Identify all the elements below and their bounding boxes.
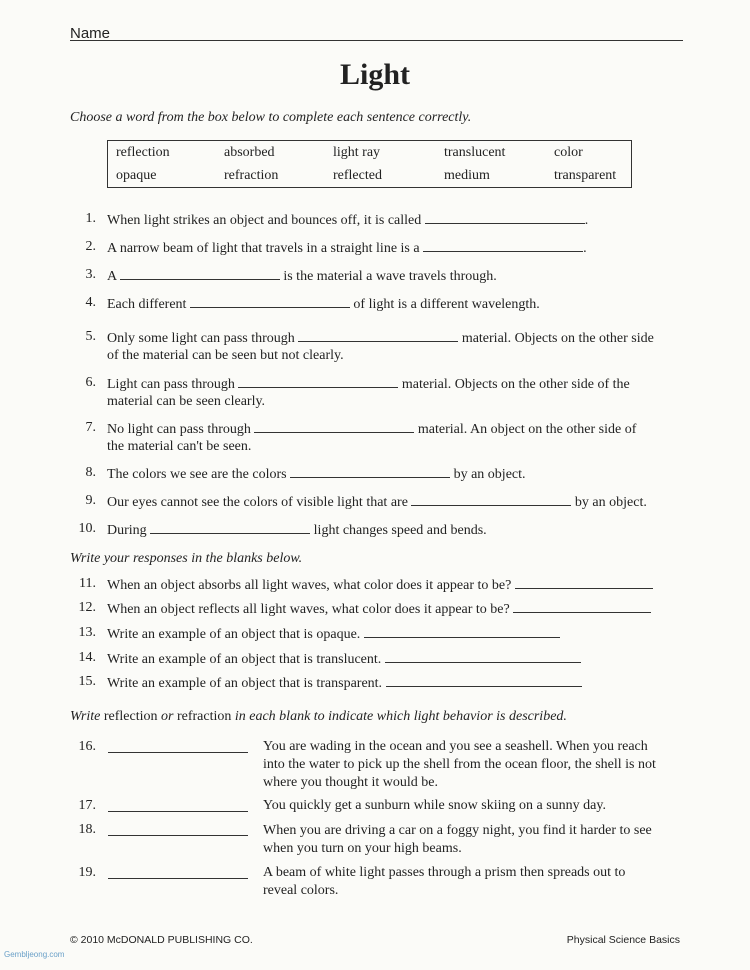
instr-fragment: Write [70, 709, 101, 724]
question-text-end: . [583, 241, 587, 256]
question-number: 13. [78, 625, 96, 640]
answer-blank[interactable] [238, 374, 398, 388]
answer-blank[interactable] [423, 238, 583, 252]
answer-blank[interactable] [298, 328, 458, 342]
question-text: During [107, 523, 147, 538]
answer-blank[interactable] [190, 294, 350, 308]
question-number: 10. [78, 521, 96, 536]
question-number: 3. [85, 267, 96, 282]
series-title: Physical Science Basics [566, 934, 680, 946]
question-text-end: . [584, 213, 589, 228]
question-text: Write an example of an object that is transparent. [107, 676, 383, 691]
question-text: A [107, 269, 117, 284]
scenario-line: You are wading in the ocean and you see a seashell. When you reach [263, 739, 648, 754]
question-number: 14. [78, 650, 96, 665]
word-bank-item: opaque [116, 168, 157, 183]
name-label: Name [70, 25, 111, 42]
instructions-part3 [70, 709, 567, 725]
word-bank-item: color [554, 145, 583, 160]
answer-blank[interactable] [364, 624, 560, 638]
instructions-part2: Write your responses in the blanks below. [70, 551, 303, 566]
scenario-line: when you turn on your high beams. [263, 841, 462, 856]
instr-keyword: reflection [103, 709, 158, 724]
instr-fragment: or [160, 709, 174, 724]
question-text: When an object absorbs all light waves, what color does it appear to be? [107, 578, 512, 593]
word-bank-box [107, 140, 632, 188]
question-number: 6. [85, 375, 96, 390]
scenario-text [263, 822, 683, 858]
word-bank-item: transparent [554, 168, 617, 183]
question-text-cont: of the material can be seen but not clearly. [107, 348, 344, 363]
word-bank-item: medium [444, 168, 490, 183]
answer-blank[interactable] [290, 464, 450, 478]
question-number: 5. [85, 329, 96, 344]
question-text: Write an example of an object that is translucent. [107, 652, 382, 667]
page-title: Light [339, 58, 411, 91]
question-number: 1. [85, 211, 96, 226]
answer-blank[interactable] [120, 266, 280, 280]
question-text-end: is the material a wave travels through. [283, 269, 497, 284]
word-bank-item: reflection [116, 145, 170, 160]
instr-fragment: in each blank to indicate which light behavior is described. [234, 709, 567, 724]
scenario-line: You quickly get a sunburn while snow skiing on a sunny day. [263, 798, 606, 813]
scenario-line: into the water to pick up the shell from the ocean floor, the shell is not [263, 757, 656, 772]
scenario-text [263, 864, 683, 900]
question-number: 11. [79, 576, 96, 591]
word-bank-item: absorbed [224, 145, 275, 160]
question-text-cont: the material can't be seen. [107, 439, 252, 454]
question-number: 8. [85, 465, 96, 480]
scenario-line: where you thought it would be. [263, 775, 438, 790]
question-text: Our eyes cannot see the colors of visible light that are [107, 495, 408, 510]
scenario-line: A beam of white light passes through a prism then spreads out to [263, 865, 626, 880]
answer-blank[interactable] [108, 820, 248, 836]
answer-blank[interactable] [254, 419, 414, 433]
answer-blank[interactable] [515, 575, 653, 589]
instr-keyword: refraction [176, 709, 232, 724]
question-number: 4. [85, 295, 96, 310]
word-bank-item: refraction [224, 168, 279, 183]
word-bank-item: translucent [444, 145, 506, 160]
answer-blank[interactable] [386, 673, 582, 687]
question-text: A narrow beam of light that travels in a straight line is a [107, 241, 420, 256]
answer-blank[interactable] [108, 796, 248, 812]
answer-blank[interactable] [411, 492, 571, 506]
question-number: 15. [78, 674, 96, 689]
question-text-mid: material. Objects on the other side [461, 331, 654, 346]
instructions-part1: Choose a word from the box below to complete each sentence correctly. [70, 110, 472, 125]
question-text: When light strikes an object and bounces off, it is called [107, 213, 422, 228]
question-number: 7. [85, 420, 96, 435]
answer-blank[interactable] [108, 737, 248, 753]
question-text: Each different [107, 297, 187, 312]
question-text: Only some light can pass through [107, 331, 295, 346]
question-number: 2. [85, 239, 96, 254]
scenario-line: When you are driving a car on a foggy night, you find it harder to see [263, 823, 652, 838]
question-text-mid: material. An object on the other side of [417, 422, 637, 437]
question-text: Light can pass through [107, 377, 235, 392]
copyright-text: © 2010 McDONALD PUBLISHING CO. [70, 934, 253, 946]
scenario-text [263, 738, 683, 792]
watermark: Gembljeong.com [4, 950, 65, 959]
answer-blank[interactable] [385, 649, 581, 663]
scenario-number: 16. [78, 739, 96, 754]
answer-blank[interactable] [150, 520, 310, 534]
answer-blank[interactable] [425, 210, 585, 224]
question-text: When an object reflects all light waves, what color does it appear to be? [107, 602, 510, 617]
scenario-text [263, 797, 683, 815]
question-text: Write an example of an object that is opaque. [107, 627, 361, 642]
question-text: The colors we see are the colors [107, 467, 287, 482]
question-text-mid: material. Objects on the other side of the [401, 377, 630, 392]
word-bank-item: light ray [333, 145, 381, 160]
scenario-number: 19. [78, 865, 96, 880]
scenario-line: reveal colors. [263, 883, 339, 898]
question-text-cont: material can be seen clearly. [107, 394, 266, 409]
question-text-end: of light is a different wavelength. [353, 297, 540, 312]
word-bank-item: reflected [333, 168, 382, 183]
question-number: 12. [78, 600, 96, 615]
name-field-line[interactable] [70, 40, 683, 41]
question-text-end: by an object. [574, 495, 647, 510]
question-text-end: by an object. [453, 467, 526, 482]
question-text: No light can pass through [107, 422, 251, 437]
answer-blank[interactable] [513, 599, 651, 613]
question-number: 9. [85, 493, 96, 508]
answer-blank[interactable] [108, 863, 248, 879]
scenario-number: 17. [78, 798, 96, 813]
scenario-number: 18. [78, 822, 96, 837]
question-text-end: light changes speed and bends. [313, 523, 487, 538]
